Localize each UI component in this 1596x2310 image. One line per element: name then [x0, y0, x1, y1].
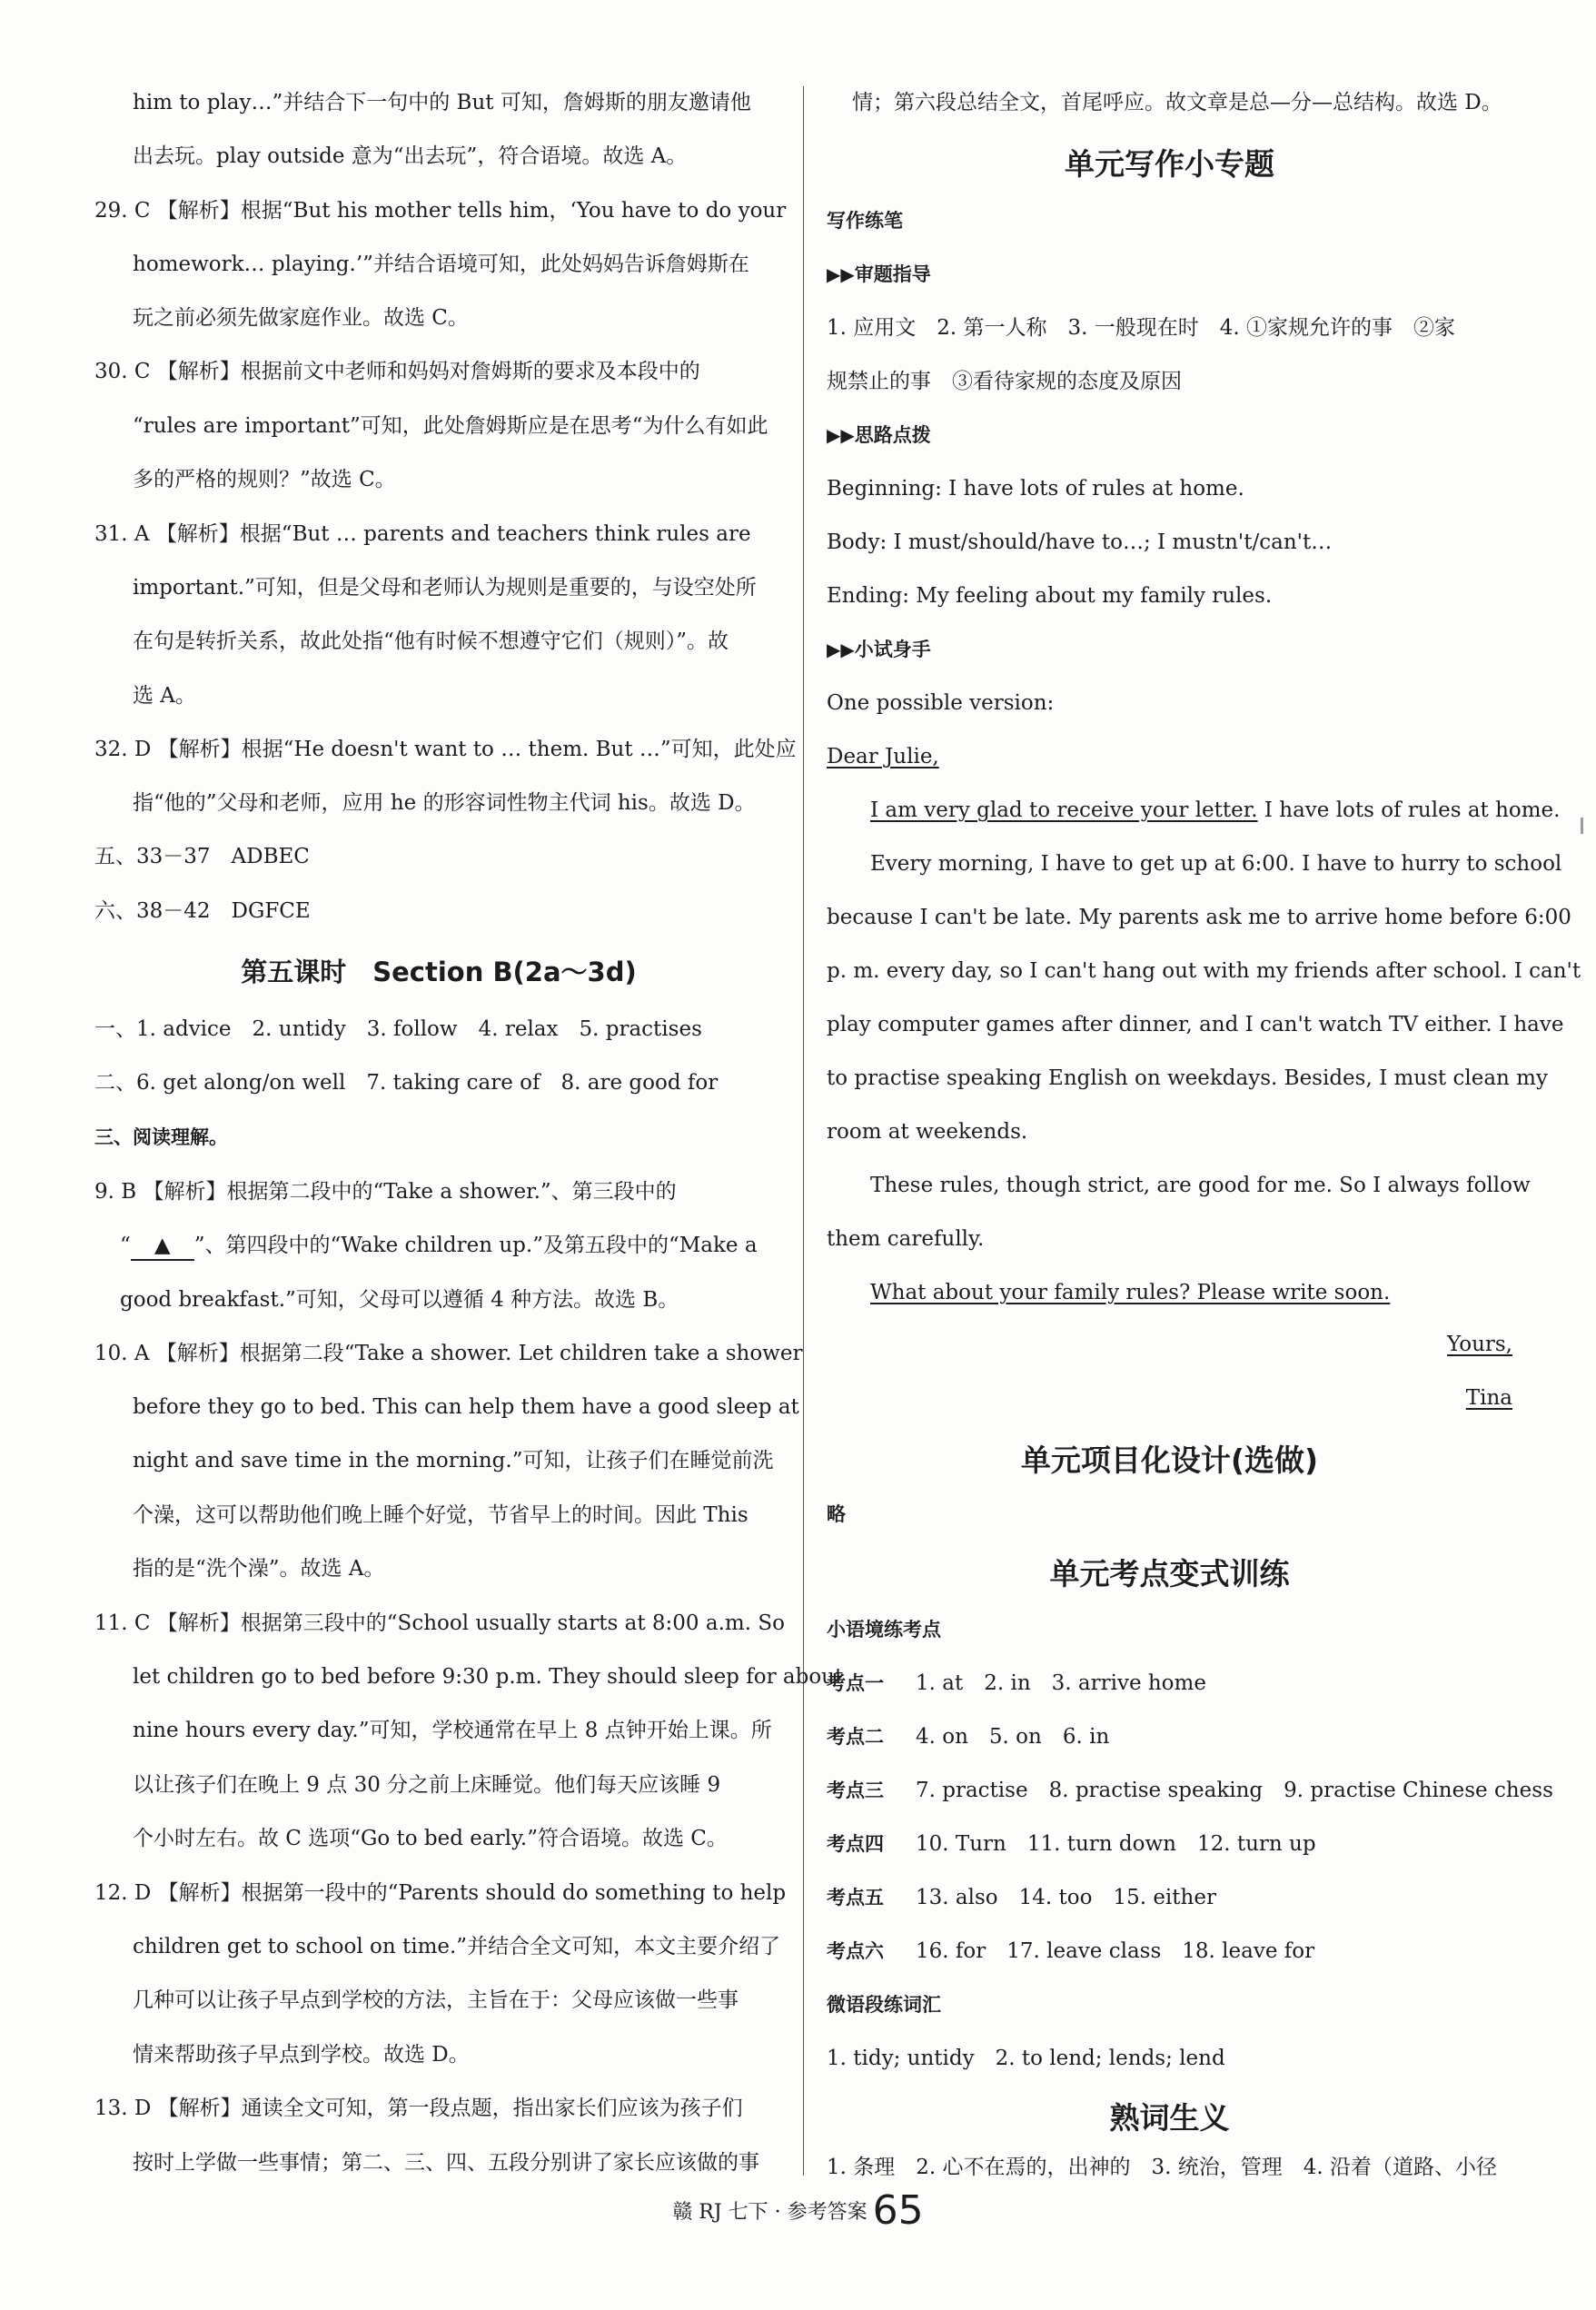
- training-section-title: 单元考点变式训练: [1049, 1556, 1290, 1591]
- letter-line: [870, 797, 1560, 824]
- text-line: “rules are important”可知，此处詹姆斯应是在思考“为什么有如此: [133, 414, 768, 438]
- idea-heading: [827, 421, 931, 449]
- letter-closing: What about your family rules? Please write soon.: [870, 1281, 1391, 1304]
- triangle-bullet-icon: ▶▶: [827, 424, 855, 446]
- column-divider: [803, 86, 804, 2176]
- shuci-answers: 1. 条理 2. 心不在焉的，出神的 3. 统治，管理 4. 沿着（道路、小径: [827, 2156, 1498, 2179]
- project-body: 略: [827, 1503, 846, 1525]
- answer-part-1: 一、1. advice 2. untidy 3. follow 4. relax 5. practises: [94, 1017, 702, 1041]
- text-line: nine hours every day.”可知，学校通常在早上 8 点钟开始上课。所: [133, 1719, 772, 1742]
- answer-32: 32. D 【解析】根据“He doesn't want to … them. But …”可知，此处应: [94, 738, 797, 761]
- idea-label: 思路点拨: [854, 424, 931, 446]
- text-line: him to play…”并结合下一句中的 But 可知，詹姆斯的朋友邀请他: [133, 91, 751, 114]
- vocab-answers: 1. tidy; untidy 2. to lend; lends; lend: [827, 2047, 1225, 2070]
- kaodian-row: [827, 1938, 1314, 1965]
- answer-10: 10. A 【解析】根据第二段“Take a shower. Let children take a shower: [94, 1342, 803, 1365]
- lesson-title: 第五课时 Section B(2a～3d): [241, 957, 637, 987]
- answer-part-2: 二、6. get along/on well 7. taking care of 8. are good for: [94, 1071, 719, 1095]
- text-line: let children go to bed before 9:30 p.m. They should sleep for about: [133, 1665, 844, 1689]
- kaodian-items: 16. for 17. leave class 18. leave for: [916, 1939, 1315, 1963]
- kaodian-label: 考点二: [827, 1726, 884, 1748]
- kaodian-items: 10. Turn 11. turn down 12. turn up: [916, 1832, 1316, 1856]
- letter-line: because I can't be late. My parents ask me to arrive home before 6:00: [827, 906, 1571, 929]
- text-line: 个小时左右。故 C 选项“Go to bed early.”符合语境。故选 C。: [133, 1827, 728, 1850]
- answer-12: 12. D 【解析】根据第一段中的“Parents should do something to help: [94, 1881, 787, 1905]
- kaodian-label: 考点一: [827, 1672, 884, 1694]
- text-line: important.”可知，但是父母和老师认为规则是重要的，与设空处所: [133, 576, 757, 600]
- page-number: 65: [872, 2187, 924, 2234]
- answer-part-3-heading: 三、阅读理解。: [94, 1126, 228, 1148]
- answer-13: 13. D 【解析】通读全文可知，第一段点题，指出家长们应该为孩子们: [94, 2097, 743, 2120]
- kaodian-items: 7. practise 8. practise speaking 9. practise Chinese chess: [916, 1779, 1553, 1802]
- kaodian-label: 考点三: [827, 1780, 884, 1801]
- shuci-section-title: 熟词生义: [1109, 2100, 1230, 2136]
- text-line: 情来帮助孩子早点到学校。故选 D。: [133, 2043, 470, 2067]
- answer-30: 30. C 【解析】根据前文中老师和妈妈对詹姆斯的要求及本段中的: [94, 360, 700, 383]
- kaodian-label: 考点六: [827, 1940, 884, 1962]
- kaodian-label: 考点四: [827, 1833, 884, 1855]
- training-subtitle: 小语境练考点: [827, 1619, 941, 1641]
- text-line: 规禁止的事 ③看待家规的态度及原因: [827, 370, 1182, 393]
- text-line: 指“他的”父母和老师，应用 he 的形容词性物主代词 his。故选 D。: [133, 791, 756, 815]
- letter-line: to practise speaking English on weekdays. Besides, I must clean my: [827, 1066, 1548, 1090]
- kaodian-items: 4. on 5. on 6. in: [916, 1725, 1110, 1749]
- letter-line: play computer games after dinner, and I can't watch TV either. I have: [827, 1013, 1564, 1036]
- kaodian-row: [827, 1830, 1316, 1858]
- letter-line: These rules, though strict, are good for me. So I always follow: [870, 1174, 1531, 1197]
- text-line: 指的是“洗个澡”。故选 A。: [133, 1557, 385, 1581]
- kaodian-items: 13. also 14. too 15. either: [916, 1886, 1216, 1909]
- text-line: 几种可以让孩子早点到学校的方法，主旨在于：父母应该做一些事: [133, 1988, 739, 2012]
- try-label: 小试身手: [854, 639, 931, 660]
- kaodian-row: [827, 1884, 1216, 1911]
- review-label: 审题指导: [854, 263, 931, 285]
- letter-signature: Tina: [1465, 1386, 1512, 1410]
- text-line: 出去玩。play outside 意为“出去玩”，符合语境。故选 A。: [133, 144, 688, 168]
- text-line: “ ▲ ”、第四段中的“Wake children up.”及第五段中的“Make a: [120, 1232, 758, 1261]
- review-heading: [827, 261, 931, 288]
- text-segment: I have lots of rules at home.: [1257, 798, 1561, 822]
- text-line: 情；第六段总结全文，首尾呼应。故文章是总—分—总结构。故选 D。: [852, 91, 1502, 114]
- text-line: homework… playing.’”并结合语境可知，此处妈妈告诉詹姆斯在: [133, 253, 749, 276]
- kaodian-items: 1. at 2. in 3. arrive home: [916, 1671, 1206, 1695]
- writing-subtitle: 写作练笔: [827, 210, 903, 232]
- vocab-subtitle: 微语段练词汇: [827, 1994, 941, 2016]
- text-line: 以让孩子们在晚上 9 点 30 分之前上床睡觉。他们每天应该睡 9: [133, 1773, 721, 1797]
- text-line: before they go to bed. This can help them have a good sleep at: [133, 1395, 799, 1419]
- text-line: 个澡，这可以帮助他们晚上睡个好觉，节省早上的时间。因此 This: [133, 1503, 748, 1527]
- letter-line: them carefully.: [827, 1227, 985, 1251]
- text-line: Body: I must/should/have to…; I mustn't/can't…: [827, 530, 1333, 554]
- text-line: night and save time in the morning.”可知，让孩子们在睡觉前洗: [133, 1449, 774, 1472]
- letter-line: p. m. every day, so I can't hang out with my friends after school. I can't: [827, 959, 1581, 983]
- answer-section-5: 五、33－37 ADBEC: [94, 845, 310, 868]
- letter-yours: Yours,: [1447, 1333, 1512, 1356]
- project-section-title: 单元项目化设计(选做): [1020, 1443, 1319, 1478]
- page-footer: [0, 2187, 1596, 2234]
- text-segment: ”、第四段中的“Wake children up.”及第五段中的“Make a: [193, 1234, 758, 1257]
- text-line: 多的严格的规则？”故选 C。: [133, 468, 396, 491]
- blank-symbol: ▲: [131, 1232, 194, 1261]
- text-line: Beginning: I have lots of rules at home.: [827, 477, 1244, 501]
- underlined-sentence: I am very glad to receive your letter.: [870, 798, 1258, 822]
- triangle-bullet-icon: ▶▶: [827, 639, 855, 660]
- kaodian-row: [827, 1777, 1553, 1804]
- letter-line: room at weekends.: [827, 1120, 1028, 1144]
- answer-29: 29. C 【解析】根据“But his mother tells him，‘You have to do your: [94, 199, 787, 223]
- text-line: 在句是转折关系，故此处指“他有时候不想遵守它们（规则）”。故: [133, 630, 729, 653]
- text-line: 1. 应用文 2. 第一人称 3. 一般现在时 4. ①家规允许的事 ②家: [827, 316, 1456, 340]
- text-line: One possible version:: [827, 691, 1055, 715]
- margin-mark: [1581, 818, 1583, 834]
- text-line: 选 A。: [133, 684, 196, 708]
- kaodian-row: [827, 1723, 1109, 1750]
- text-line: Ending: My feeling about my family rules.: [827, 584, 1273, 608]
- writing-section-title: 单元写作小专题: [1065, 146, 1274, 182]
- triangle-bullet-icon: ▶▶: [827, 263, 855, 285]
- answer-9: 9. B 【解析】根据第二段中的“Take a shower.”、第三段中的: [94, 1180, 677, 1204]
- text-line: children get to school on time.”并结合全文可知，本文主要介绍了: [133, 1935, 781, 1958]
- letter-line: Every morning, I have to get up at 6:00. I have to hurry to school: [870, 852, 1562, 876]
- kaodian-row: [827, 1670, 1206, 1697]
- text-line: 按时上学做一些事情；第二、三、四、五段分别讲了家长应该做的事: [133, 2151, 759, 2175]
- letter-greeting: Dear Julie,: [827, 745, 939, 768]
- kaodian-label: 考点五: [827, 1887, 884, 1908]
- text-line: 玩之前必须先做家庭作业。故选 C。: [133, 306, 469, 330]
- try-heading: [827, 636, 931, 663]
- answer-31: 31. A 【解析】根据“But … parents and teachers think rules are: [94, 522, 751, 546]
- text-line: good breakfast.”可知，父母可以遵循 4 种方法。故选 B。: [120, 1288, 679, 1312]
- answer-11: 11. C 【解析】根据第三段中的“School usually starts at 8:00 a.m. So: [94, 1611, 785, 1635]
- answer-section-6: 六、38－42 DGFCE: [94, 899, 311, 923]
- footer-text: 赣 RJ 七下 · 参考答案: [672, 2201, 867, 2224]
